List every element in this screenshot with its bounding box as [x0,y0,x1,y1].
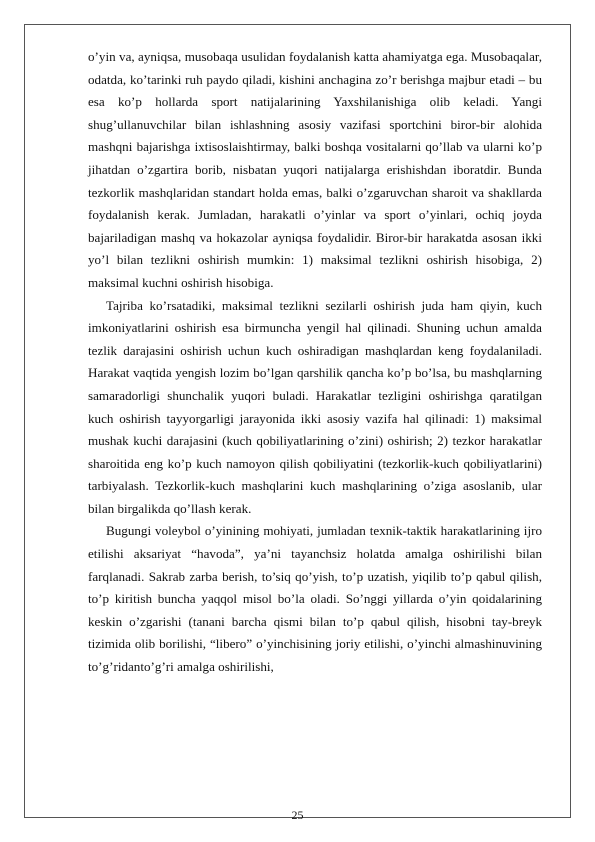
paragraph-1: o’yin va, ayniqsa, musobaqa usulidan foydalanish katta ahamiyatga ega. Musobaqalar, odatda, ko’tarinki ruh paydo qiladi, kishini anchagina zo’r berishga majbur etadi – bu esa ko’p hollarda sport natijalarining Yaxshilanishiga olib keladi. Yangi shug’ullanuvchilar bilan ishlashning asosiy vazifasi sportchini biror-bir alohida mashqni bajarishga ixtisoslaishtirmay, balki boshqa vositalarni qo’llab va ularni ko’p jihatdan o’zgartira borib, nisbatan yuqori natijalarga erishishdan iboratdir. Bunda tezkorlik mashqlaridan standart holda emas, balki o’zgaruvchan sharoit va shakllarda foydalanish kerak. Jumladan, harakatli o’yinlar va sport o’yinlari, ochiq joyda bajariladigan mashq va hokazolar ayniqsa foydalidir. Biror-bir harakatda asosan ikki yo’l bilan tezlikni oshirish mumkin: 1) maksimal tezlikni oshirish hisobiga, 2) maksimal kuchni oshirish hisobiga. [88,49,542,290]
page-number: 25 [291,808,304,822]
paragraph-3: Bugungi voleybol o’yinining mohiyati, jumladan texnik-taktik harakatlarining ijro etilishi aksariyat “havoda”, ya’ni tayanchsiz holatda amalga oshirilishi bilan farqlanadi. Sakrab zarba berish, to’siq qo’yish, to’p uzatish, yiqilib to’p qabul qilish, to’p kiritish buncha yaqqol misol bo’la oladi. So’nggi yillarda o’yin qoidalarining keskin o’zgarishi (tanani barcha qismi bilan to’p qabul qilish, hisobni tay-breyk tizimida olib borilishi, “libero” o’yinchisining joriy etilishi, o’yinchi almashinuvining to’g’ridanto’g’ri amalga oshirilishi, [88,523,542,675]
document-body [88,46,542,679]
paragraph-2: Tajriba ko’rsatadiki, maksimal tezlikni sezilarli oshirish juda ham qiyin, kuch imkoniyatlarini oshirish esa birmuncha yengil hal qilinadi. Shuning uchun amalda tezlik darajasini oshirish uchun kuch oshiradigan mashqlardan keng foydalaniladi. Harakat vaqtida yengish lozim bo’lgan qarshilik qancha ko’p bo’lsa, bu mashqlarning samaradorligi shunchalik yuqori buladi. Harakatlar tezligini oshirishga qaratilgan kuch oshirish tayyorgarligi jarayonida ikki asosiy vazifa hal qilinadi: 1) maksimal mushak kuchi darajasini (kuch qobiliyatlarining o’zini) oshirish; 2) tezkor harakatlar sharoitida eng ko’p kuch namoyon qilish qobiliyatini (tezkorlik-kuch qobiliyatlarini) tarbiyalash. Tezkorlik-kuch mashqlarini kuch mashqlarining o’ziga asoslanib, ular bilan birgalikda qo’llash kerak. [88,297,542,516]
